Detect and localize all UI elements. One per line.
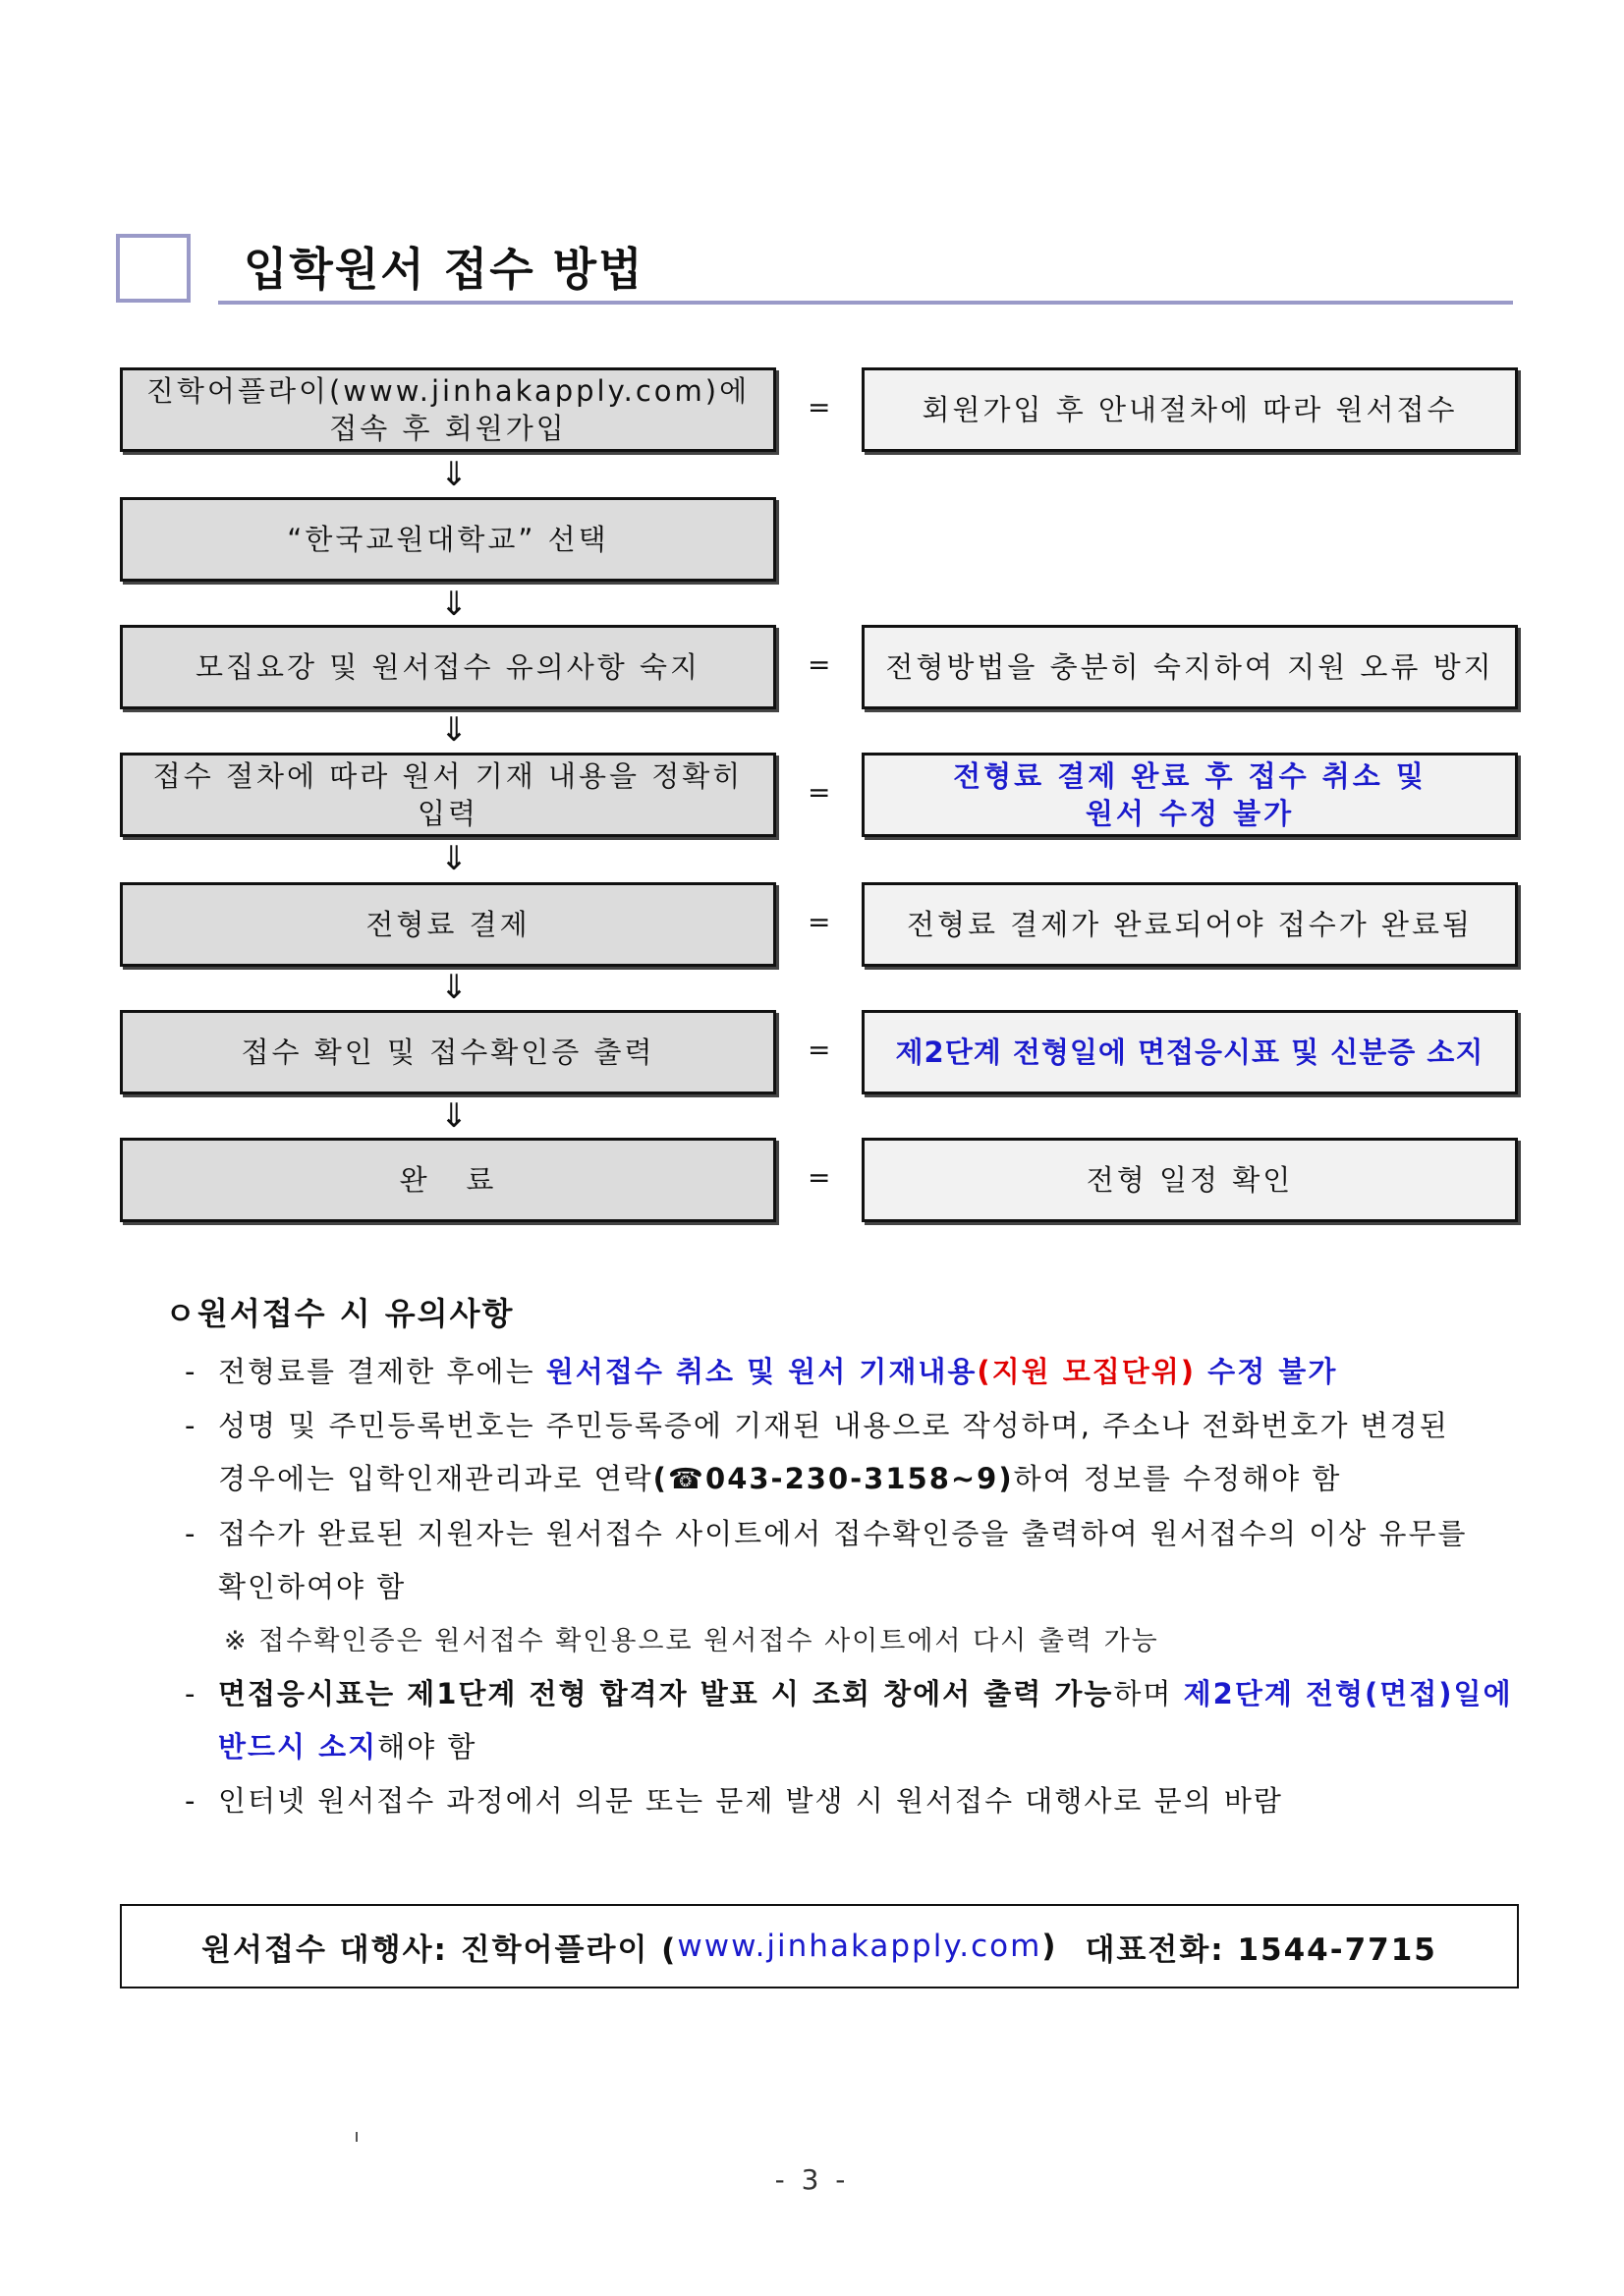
flow-note-interview: 제2단계 전형일에 면접응시표 및 신분증 소지 (862, 1010, 1518, 1094)
equals-sign: = (808, 1034, 831, 1066)
flow-step-signup-line1: 진학어플라이(www.jinhakapply.com)에 (145, 374, 751, 408)
note-item: - 전형료를 결제한 후에는 원서접수 취소 및 원서 기재내용(지원 모집단위) 수정 불가 (185, 1355, 1338, 1388)
equals-sign: = (808, 1161, 831, 1194)
flow-note-guidelines: 전형방법을 충분히 숙지하여 지원 오류 방지 (862, 625, 1518, 709)
stray-mark (356, 2132, 358, 2142)
note-item: - 면접응시표는 제1단계 전형 합격자 발표 시 조회 창에서 출력 가능하며 제2단계 전형(면접)일에 반드시 소지해야 함 (185, 1677, 1513, 1764)
agency-url-link[interactable]: www.jinhakapply.com (677, 1929, 1042, 1964)
notes-heading: ㅇ원서접수 시 유의사항 (165, 1295, 515, 1332)
page-title: 입학원서 접수 방법 (244, 243, 644, 296)
down-arrow-icon: ⇓ (439, 710, 469, 750)
down-arrow-icon: ⇓ (439, 839, 469, 878)
flow-note-no-cancel: 전형료 결제 완료 후 접수 취소 및 원서 수정 불가 (862, 753, 1518, 837)
section-marker-square (116, 234, 191, 303)
flow-step-enter-details: 접수 절차에 따라 원서 기재 내용을 정확히 입력 (120, 753, 776, 837)
note-item: - 인터넷 원서접수 과정에서 의문 또는 문제 발생 시 원서접수 대행사로 문의 바람 (185, 1784, 1283, 1818)
equals-sign: = (808, 648, 831, 681)
flow-note-schedule: 전형 일정 확인 (862, 1138, 1518, 1222)
flow-step-payment: 전형료 결제 (120, 882, 776, 967)
flow-note-payment: 전형료 결제가 완료되어야 접수가 완료됨 (862, 882, 1518, 967)
flow-step-complete: 완 료 (120, 1138, 776, 1222)
note-subitem: ※ 접수확인증은 원서접수 확인용으로 원서접수 사이트에서 다시 출력 가능 (224, 1626, 1159, 1656)
equals-sign: = (808, 776, 831, 809)
note-item: - 접수가 완료된 지원자는 원서접수 사이트에서 접수확인증을 출력하여 원서접수의 이상 유무를 확인하여야 함 (185, 1517, 1468, 1603)
down-arrow-icon: ⇓ (439, 585, 469, 624)
page-number: - 3 - (774, 2163, 850, 2196)
equals-sign: = (808, 391, 831, 423)
flow-step-read-guidelines: 모집요강 및 원서접수 유의사항 숙지 (120, 625, 776, 709)
title-underline (218, 301, 1513, 305)
equals-sign: = (808, 906, 831, 938)
down-arrow-icon: ⇓ (439, 1096, 469, 1136)
note-item: - 성명 및 주민등록번호는 주민등록증에 기재된 내용으로 작성하며, 주소나 전화번호가 변경된 경우에는 입학인재관리과로 연락(☎043-230-3158~9)하여 정보를 수정해야 함 (185, 1409, 1449, 1495)
flow-step-signup (120, 367, 776, 452)
agency-info-box: 원서접수 대행사: 진학어플라이 ( www.jinhakapply.com ) 대표전화: 1544-7715 (120, 1904, 1519, 1988)
flow-step-signup-line2: 접속 후 회원가입 (329, 412, 567, 445)
flow-step-confirm-print: 접수 확인 및 접수확인증 출력 (120, 1010, 776, 1094)
down-arrow-icon: ⇓ (439, 968, 469, 1007)
agency-phone: 대표전화: 1544-7715 (1085, 1932, 1437, 1968)
down-arrow-icon: ⇓ (439, 455, 469, 494)
flow-step-select-university: “한국교원대학교” 선택 (120, 497, 776, 582)
flow-note-signup: 회원가입 후 안내절차에 따라 원서접수 (862, 367, 1518, 452)
